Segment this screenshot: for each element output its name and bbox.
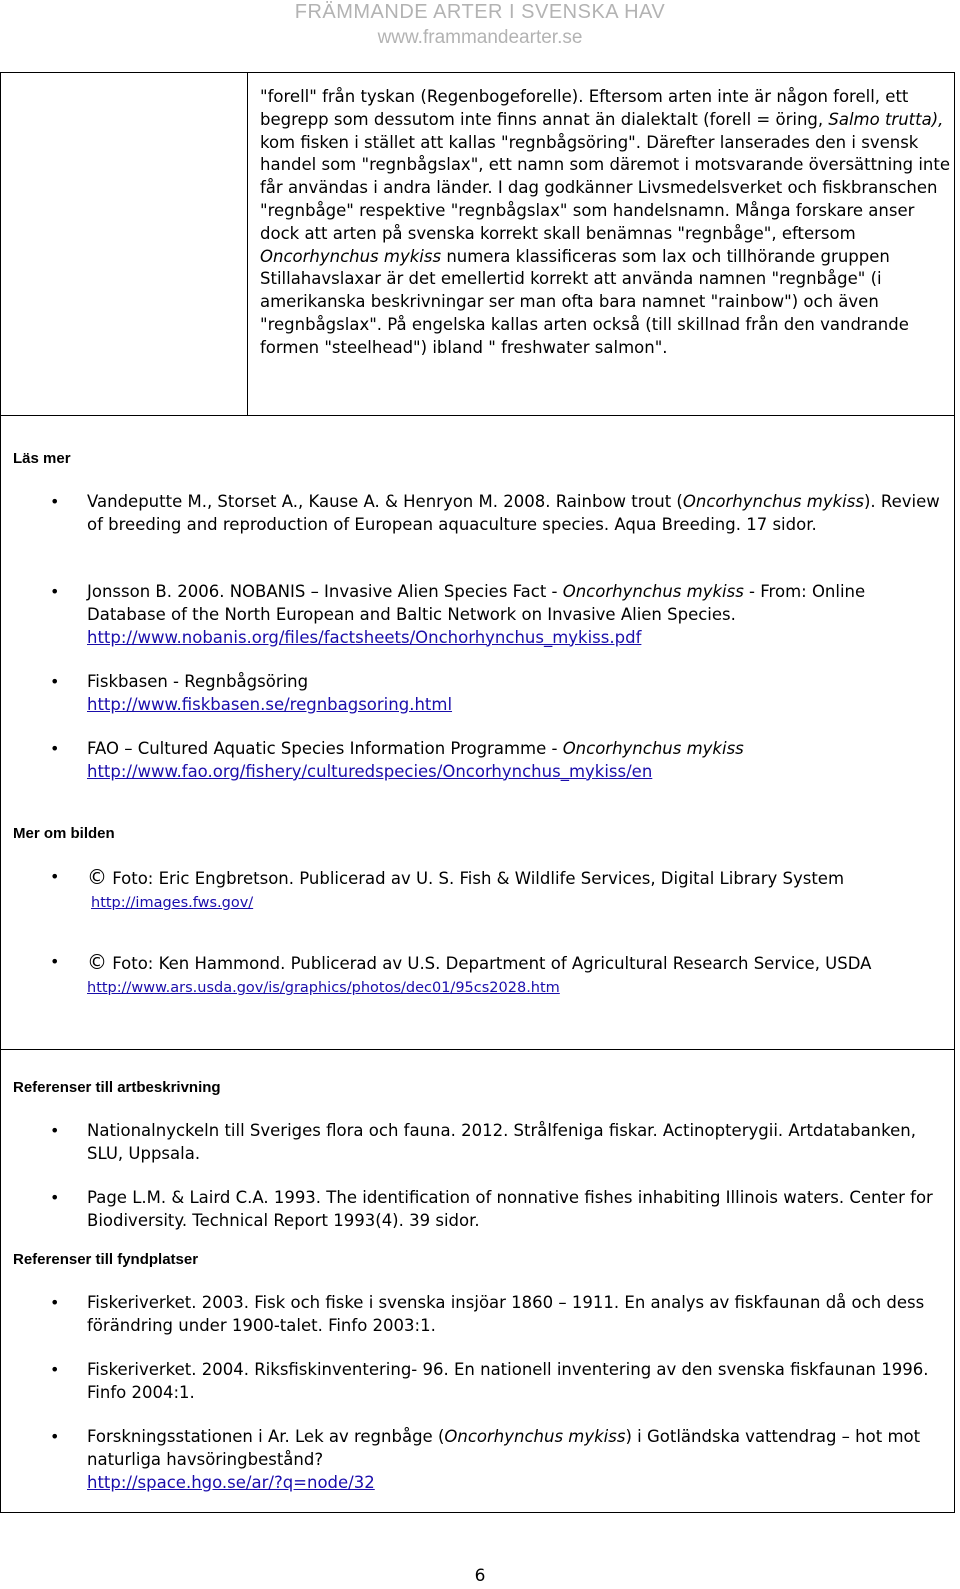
copyright-icon: © (87, 865, 107, 889)
page-header (0, 0, 960, 50)
bullet: • (50, 739, 60, 758)
list-item: • © Foto: Ken Hammond. Publicerad av U.S. Department of Agricultural Research Service, USDA http://www.ars.usda.gov/is/graphics/photos/dec01/95cs2028.htm (50, 950, 872, 996)
bullet: • (50, 867, 60, 886)
list-item: • Vandeputte M., Storset A., Kause A. & Henryon M. 2008. Rainbow trout (Oncorhynchus mykiss). Review of breeding and reproduction of European aquaculture species. Aqua Breeding. 17 sidor. (50, 492, 940, 534)
ars-link[interactable]: http://www.ars.usda.gov/is/graphics/photos/dec01/95cs2028.htm (87, 979, 560, 996)
copyright-icon: © (87, 950, 107, 974)
fao-link[interactable]: http://www.fao.org/fishery/culturedspecies/Oncorhynchus_mykiss/en (87, 761, 653, 781)
list-item: • Jonsson B. 2006. NOBANIS – Invasive Alien Species Fact - Oncorhynchus mykiss - From: Online Database of the North European and Baltic Network on Invasive Alien Species. http://www.nobanis.org/files/factsheets/Onchorhynchus_mykiss.pdf (50, 582, 866, 647)
ref-art-heading: Referenser till artbeskrivning (13, 1079, 221, 1096)
section-divider-2 (0, 1049, 955, 1050)
intro-paragraph: "forell" från tyskan (Regenbogeforelle). Eftersom arten inte är någon forell, ett begrepp som dessutom inte finns annat än dialektalt (forell = öring, Salmo trutta), kom fisken i stället att kallas "regnbågsöring". Därefter lanserades den i svensk handel som "regnbågslax", ett namn som däremot i motsvarande översättning inte får användas i andra länder. I dag godkänner Livsmedelsverket och fiskbranschen "regnbåge" respektive "regnbågslax" som handelsnamn. Många forskare anser dock att arten på svenska korrekt skall benämnas "regnbåge", eftersom Oncorhynchus mykiss numera klassificeras som lax och tillhörande gruppen Stillahavslaxar är det emellertid korrekt att använda namnen "regnbåge" (i amerikanska beskrivningar ser man ofta bara namnet "rainbow") och även "regnbågslax". På engelska kallas arten också (till skillnad från den vandrande formen "steelhead") ibland " freshwater salmon". (260, 87, 950, 357)
list-item: • Page L.M. & Laird C.A. 1993. The identification of nonnative fishes inhabiting Illinois waters. Center for Biodiversity. Technical Report 1993(4). 39 sidor. (50, 1188, 933, 1230)
bullet: • (50, 1121, 60, 1140)
list-item: • Forskningsstationen i Ar. Lek av regnbåge (Oncorhynchus mykiss) i Gotländska vattendrag – hot mot naturliga havsöringbestånd? http://space.hgo.se/ar/?q=node/32 (50, 1427, 921, 1492)
bullet: • (50, 582, 60, 601)
list-item: • Fiskbasen - Regnbågsöring http://www.fiskbasen.se/regnbagsoring.html (50, 672, 453, 714)
list-item: • Nationalnyckeln till Sveriges flora och fauna. 2012. Strålfeniga fiskar. Actinopterygii. Artdatabanken, SLU, Uppsala. (50, 1121, 916, 1163)
ref-fynd-heading: Referenser till fyndplatser (13, 1251, 199, 1268)
page-number: 6 (474, 1566, 486, 1586)
bullet: • (50, 952, 60, 971)
list-item: • Fiskeriverket. 2003. Fisk och fiske i svenska insjöar 1860 – 1911. En analys av fiskfaunan då och dess förändring under 1900-talet. Finfo 2003:1. (50, 1293, 925, 1335)
list-item: • FAO – Cultured Aquatic Species Information Programme - Oncorhynchus mykiss http://www.fao.org/fishery/culturedspecies/Oncorhynchus_mykiss/en (50, 739, 744, 781)
column-divider (247, 72, 248, 416)
hgo-link[interactable]: http://space.hgo.se/ar/?q=node/32 (87, 1472, 375, 1492)
mer-om-bilden-heading: Mer om bilden (13, 825, 115, 842)
las-mer-heading: Läs mer (13, 450, 71, 467)
bullet: • (50, 672, 60, 691)
list-item: • © Foto: Eric Engbretson. Publicerad av U. S. Fish & Wildlife Services, Digital Library System http://images.fws.gov/ (50, 865, 845, 911)
list-item: • Fiskeriverket. 2004. Riksfiskinventering- 96. En nationell inventering av den svenska fiskfaunan 1996. Finfo 2004:1. (50, 1360, 929, 1402)
fiskbasen-link[interactable]: http://www.fiskbasen.se/regnbagsoring.html (87, 694, 453, 714)
bullet: • (50, 1188, 60, 1207)
section-divider-1 (0, 415, 955, 416)
header-title: FRÄMMANDE ARTER I SVENSKA HAV (294, 1, 666, 23)
header-url: www.frammandearter.se (377, 27, 583, 48)
bullet: • (50, 492, 60, 511)
fws-link[interactable]: http://images.fws.gov/ (91, 894, 254, 911)
bullet: • (50, 1360, 60, 1379)
nobanis-link[interactable]: http://www.nobanis.org/files/factsheets/Onchorhynchus_mykiss.pdf (87, 627, 642, 647)
bullet: • (50, 1427, 60, 1446)
bullet: • (50, 1293, 60, 1312)
